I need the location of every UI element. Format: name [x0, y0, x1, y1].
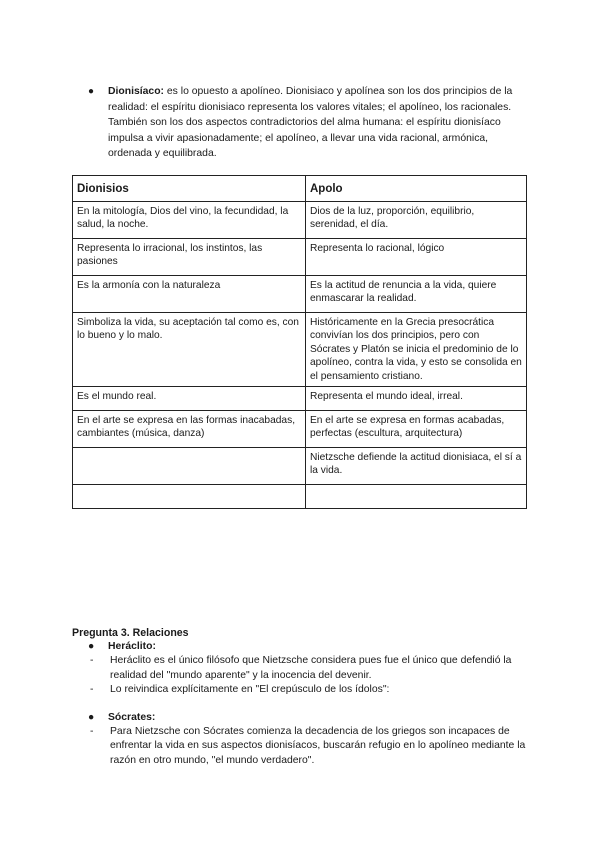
- cell-dionisios: [73, 448, 306, 485]
- dash-icon: -: [90, 655, 94, 666]
- cell-dionisios: Es la armonía con la naturaleza: [73, 276, 306, 313]
- intro-text: es lo opuesto a apolíneo. Dionisiaco y apolínea son los dos principios de la realidad: el espíritu dionisiaco representa los valores vitales; el apolíneo, los racionales. También son los dos aspectos contradictorios del alma humana: el espíritu dionisíaco impulsa a vivir apasionadamente; el apolíneo, a llevar una vida racional, armónica, ordenada y equilibrada.: [108, 86, 513, 159]
- list-item-text: Heráclito es el único filósofo que Nietzsche considera pues fue el único que defendió la realidad del "mundo aparente" y la inocencia del devenir.: [110, 655, 512, 681]
- cell-apolo: Es la actitud de renuncia a la vida, quiere enmascarar la realidad.: [306, 276, 527, 313]
- intro-term: Dionisíaco:: [108, 86, 165, 97]
- comparison-table: [72, 175, 527, 509]
- cell-dionisios: En el arte se expresa en las formas inacabadas, cambiantes (música, danza): [73, 411, 306, 448]
- list-item: [72, 725, 532, 769]
- header-apolo: Apolo: [306, 176, 527, 202]
- cell-dionisios: Simboliza la vida, su aceptación tal como es, con lo bueno y lo malo.: [73, 313, 306, 387]
- cell-dionisios: Es el mundo real.: [73, 387, 306, 411]
- table-header-row: [73, 176, 527, 202]
- table-row: [73, 448, 527, 485]
- bullet-icon: ●: [88, 86, 95, 97]
- table-row: [73, 276, 527, 313]
- table-row: [73, 411, 527, 448]
- dash-icon: -: [90, 684, 94, 695]
- table-row: [73, 485, 527, 509]
- table-row: [73, 387, 527, 411]
- list-item-text: Para Nietzsche con Sócrates comienza la decadencia de los griegos son incapaces de enfrentar la vida en sus aspectos dionisíacos, buscarán refugio en lo apolíneo mediante la razón en otro mundo, "el mundo verdadero".: [110, 725, 526, 766]
- heraclito-title: Heráclito:: [108, 641, 156, 652]
- cell-apolo: Históricamente en la Grecia presocrática convivían los dos principios, pero con Sócrates y Platón se inicia el predominio de lo apolíneo, contra la vida, y esto se consolida en el pensamiento cristiano.: [306, 313, 527, 387]
- cell-apolo: Dios de la luz, proporción, equilibrio, serenidad, el día.: [306, 202, 527, 239]
- socrates-title: Sócrates:: [108, 711, 156, 723]
- cell-apolo: [306, 485, 527, 509]
- bullet-icon: ●: [88, 711, 95, 723]
- cell-dionisios: En la mitología, Dios del vino, la fecundidad, la salud, la noche.: [73, 202, 306, 239]
- bullet-icon: ●: [88, 641, 95, 652]
- list-item-text: Lo reivindica explícitamente en "El crepúsculo de los ídolos":: [110, 684, 390, 695]
- cell-apolo: En el arte se expresa en formas acabadas, perfectas (escultura, arquitectura): [306, 411, 527, 448]
- cell-dionisios: [73, 485, 306, 509]
- cell-dionisios: Representa lo irracional, los instintos, las pasiones: [73, 239, 306, 276]
- intro-bullet: [88, 84, 528, 162]
- heraclito-heading: [88, 640, 532, 654]
- table-row: [73, 202, 527, 239]
- section-pregunta-3: [72, 626, 532, 768]
- section-title: Pregunta 3. Relaciones: [72, 627, 189, 639]
- table-row: [73, 313, 527, 387]
- table-row: [73, 239, 527, 276]
- intro-paragraph: [108, 84, 528, 162]
- cell-apolo: Nietzsche defiende la actitud dionisiaca, el sí a la vida.: [306, 448, 527, 485]
- socrates-heading: [88, 711, 532, 725]
- header-dionisios: Dionisios: [73, 176, 306, 202]
- cell-apolo: Representa lo racional, lógico: [306, 239, 527, 276]
- dash-icon: -: [90, 725, 94, 737]
- cell-apolo: Representa el mundo ideal, irreal.: [306, 387, 527, 411]
- list-item: [72, 683, 532, 698]
- list-item: [72, 654, 532, 683]
